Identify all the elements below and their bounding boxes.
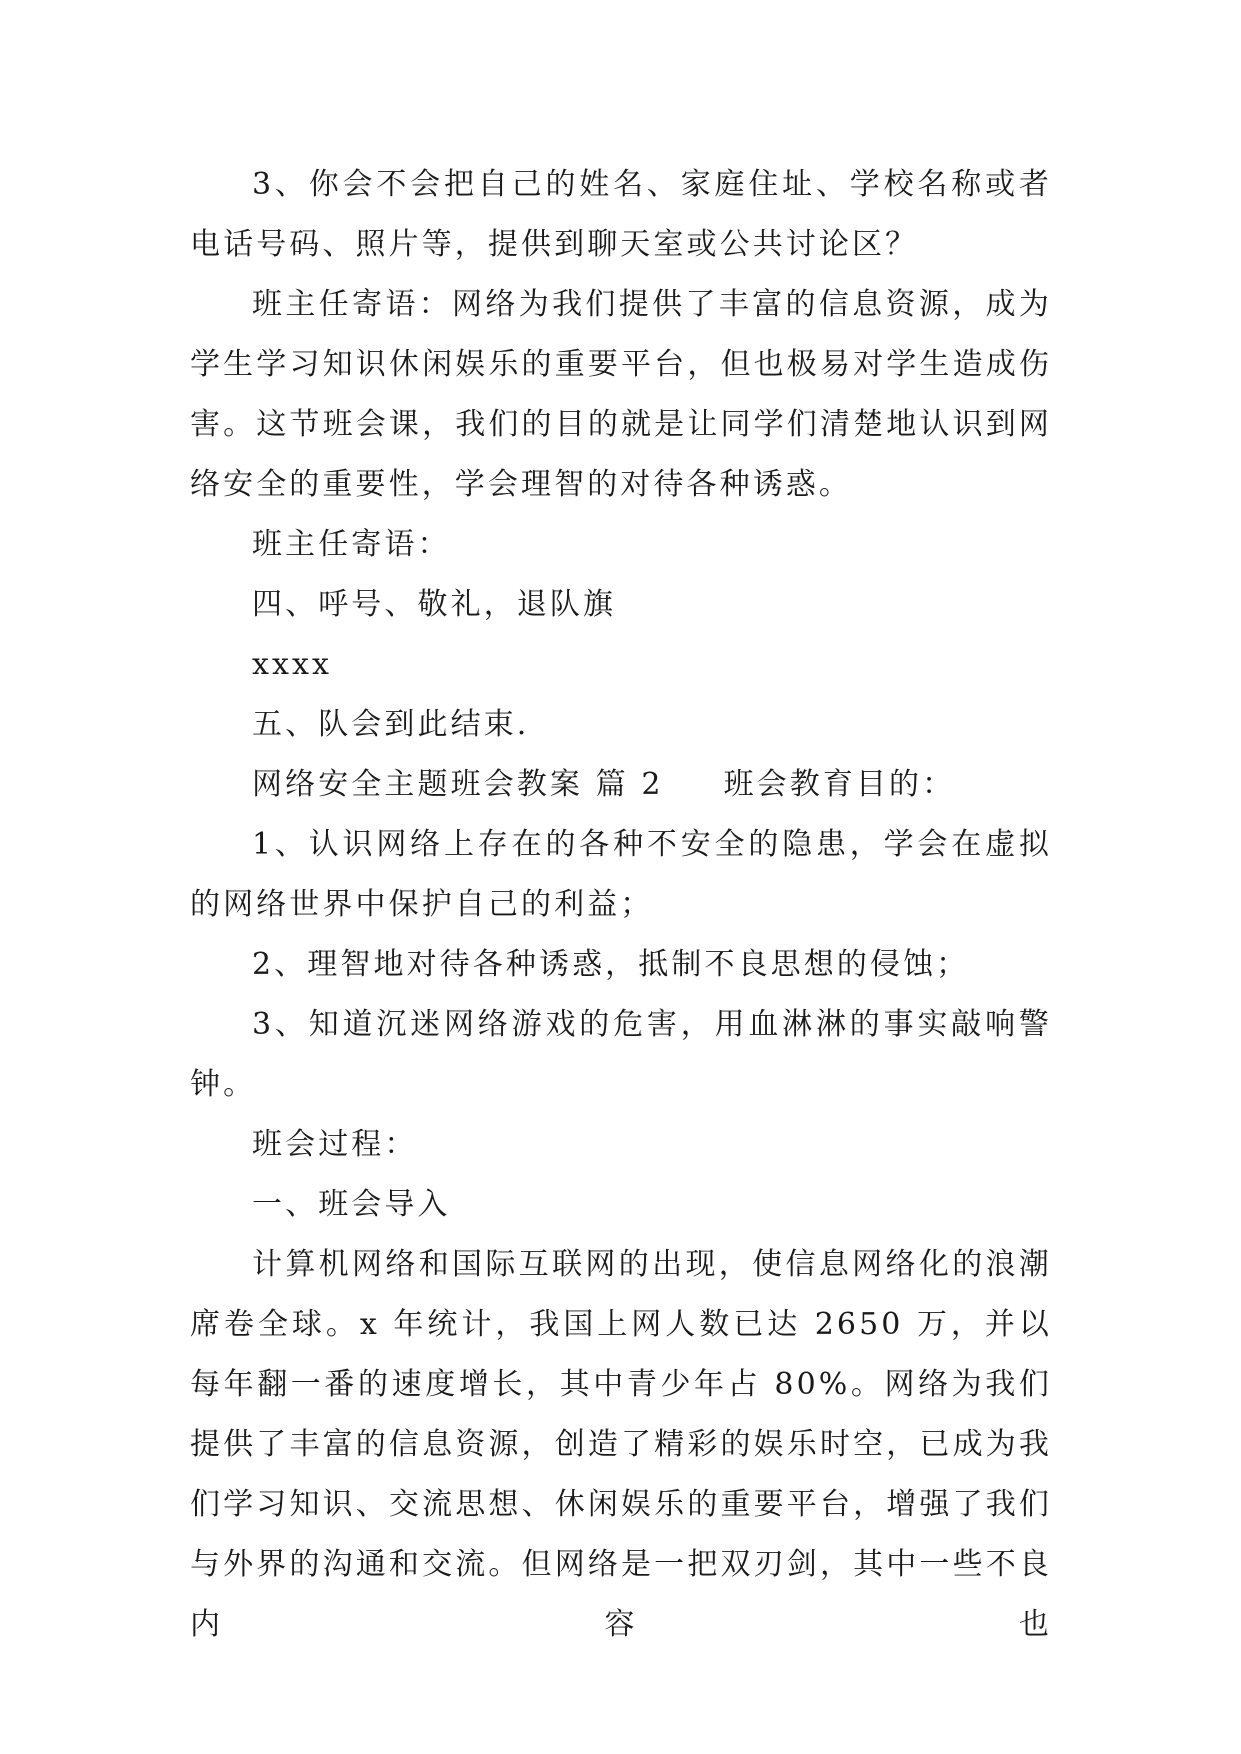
paragraph-placeholder: xxxx (252, 647, 333, 682)
paragraph-intro-body: 计算机网络和国际互联网的出现，使信息网络化的浪潮席卷全球。x 年统计，我国上网人数已达 2650 万，并以每年翻一番的速度增长，其中青少年占 80%。网络为我们提供了丰富的信息资源，创造了精彩的娱乐时空，已成为我们学习知识、交流思想、休闲娱乐的重要平台，增强了我们与外界的沟通和交流。但网络是一把双刃剑，其中一些不良内容也 (190, 1247, 1052, 1642)
document-page (190, 155, 1052, 1655)
paragraph-teacher-message: 班主任寄语：网络为我们提供了丰富的信息资源，成为学生学习知识休闲娱乐的重要平台，但也极易对学生造成伤害。这节班会课，我们的目的就是让同学们清楚地认识到网络安全的重要性，学会理智的对待各种诱惑。 (190, 287, 1052, 502)
section-heading (190, 755, 1052, 815)
section-title: 网络安全主题班会教案 篇 2 (252, 767, 664, 802)
paragraph-question-3: 3、你会不会把自己的姓名、家庭住址、学校名称或者电话号码、照片等，提供到聊天室或公共讨论区？ (190, 167, 1052, 262)
paragraph-intro-heading: 一、班会导入 (252, 1187, 451, 1222)
paragraph-goal-1: 1、认识网络上存在的各种不安全的隐患，学会在虚拟的网络世界中保护自己的利益； (190, 827, 1052, 922)
paragraph-step-5: 五、队会到此结束. (252, 707, 530, 742)
paragraph-process-label: 班会过程： (252, 1127, 418, 1162)
paragraph-goal-3: 3、知道沉迷网络游戏的危害，用血淋淋的事实敲响警钟。 (190, 1007, 1052, 1102)
paragraph-teacher-message-label: 班主任寄语： (252, 527, 451, 562)
section-subtitle: 班会教育目的： (723, 767, 956, 802)
paragraph-goal-2: 2、理智地对待各种诱惑，抵制不良思想的侵蚀； (252, 947, 970, 982)
paragraph-step-4: 四、呼号、敬礼，退队旗 (252, 587, 617, 622)
